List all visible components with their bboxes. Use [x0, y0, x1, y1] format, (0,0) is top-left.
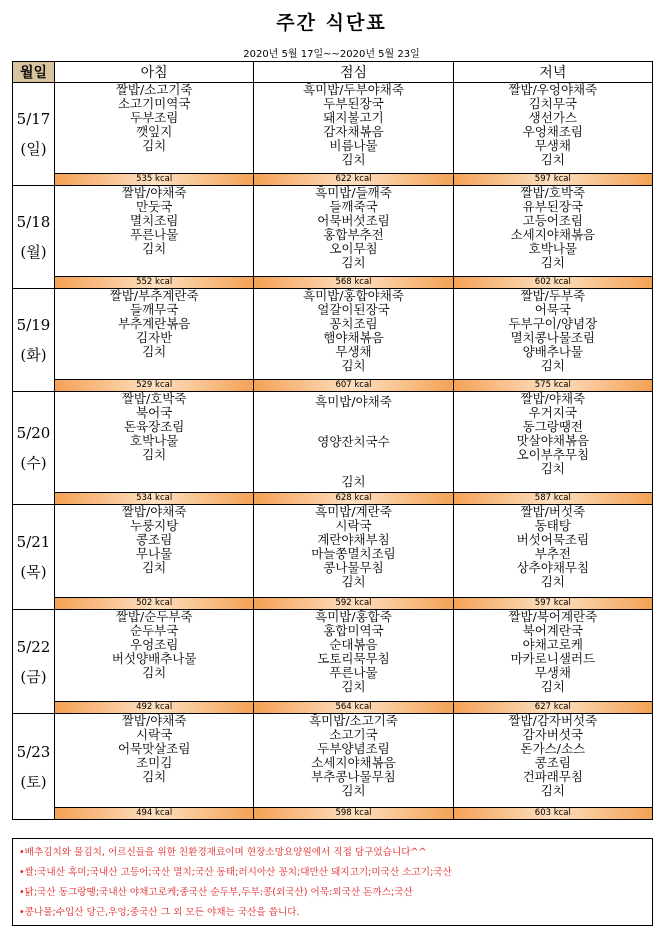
menu-item: 짤밥/야채죽 — [121, 504, 187, 519]
menu-item: 돈육장조림 — [123, 419, 185, 434]
menu-item: 김치무국 — [528, 96, 577, 111]
menu-item: 부추전 — [534, 546, 571, 561]
menu-item: 짤밥/호박죽 — [520, 185, 586, 200]
kcal-cell: 622 kcal — [254, 174, 453, 186]
menu-item: 짤밥/야채죽 — [121, 185, 187, 200]
breakfast-cell — [55, 714, 254, 808]
menu-item: 김치 — [540, 152, 565, 167]
date-cell — [13, 505, 55, 610]
menu-item: 두부된장국 — [323, 96, 384, 111]
header-breakfast: 아침 — [55, 62, 254, 83]
menu-item: 돈가스/소스 — [520, 741, 586, 756]
day-row — [13, 505, 653, 598]
menu-item: 흑미밥/계란죽 — [315, 504, 392, 519]
menu-item: 동그랑땡전 — [522, 419, 584, 434]
menu-item: 김치 — [540, 358, 565, 373]
breakfast-cell — [55, 83, 254, 174]
menu-item: 꽁치조림 — [329, 316, 378, 331]
menu-item: 김치 — [341, 255, 366, 270]
menu-item: 부추콩나물무침 — [311, 769, 396, 784]
menu-item: 소고기미역국 — [117, 96, 191, 111]
weekday-label: (화) — [20, 346, 47, 364]
menu-item: 버섯양배추나물 — [111, 651, 197, 666]
kcal-cell: 628 kcal — [254, 493, 453, 505]
menu-item: 짤밥/호박죽 — [121, 391, 187, 406]
menu-item: 김치 — [142, 344, 167, 359]
day-row — [13, 610, 653, 702]
menu-item: 영양잔치국수 — [317, 434, 390, 449]
kcal-cell: 597 kcal — [453, 174, 652, 186]
menu-item: 짤밥/소고기죽 — [115, 82, 193, 97]
kcal-cell: 575 kcal — [453, 380, 652, 392]
menu-item: 흑미밥/두부야채죽 — [303, 82, 404, 97]
date-cell — [13, 186, 55, 289]
date-label: 5/18 — [16, 213, 51, 231]
menu-item: 오이부추무침 — [516, 447, 590, 462]
menu-item: 호박나물 — [528, 241, 577, 256]
date-label: 5/20 — [16, 424, 51, 442]
menu-item: 동태탕 — [534, 518, 571, 533]
menu-item: 비름나물 — [329, 138, 378, 153]
menu-item: 흑미밥/홍합야채죽 — [303, 288, 404, 303]
menu-item: 두부조림 — [130, 110, 179, 125]
menu-item — [254, 412, 452, 432]
menu-item: 김치 — [540, 461, 565, 476]
menu-item: 홍합미역국 — [323, 623, 384, 638]
menu-item: 김치 — [341, 783, 366, 798]
menu-item: 깻잎지 — [136, 124, 173, 139]
menu-item: 흑미밥/들깨죽 — [315, 185, 392, 200]
menu-item: 김치 — [540, 783, 565, 798]
menu-item: 버섯어묵조림 — [516, 532, 590, 547]
menu-item: 김치 — [341, 574, 366, 589]
menu-item: 계란야채부침 — [317, 532, 390, 547]
kcal-cell: 607 kcal — [254, 380, 453, 392]
menu-item: 오이무침 — [329, 241, 378, 256]
menu-item: 생선가스 — [528, 110, 577, 125]
menu-item: 김치 — [341, 679, 366, 694]
weekday-label: (목) — [20, 563, 47, 581]
menu-item: 도토리묵무침 — [317, 651, 390, 666]
menu-item: 무생채 — [534, 665, 571, 680]
menu-item: 김치 — [540, 679, 565, 694]
menu-item: 멸치콩나물조림 — [510, 330, 596, 345]
menu-item: 상추야채무침 — [516, 560, 590, 575]
menu-item: 햄야채볶음 — [323, 330, 384, 345]
menu-item: 어묵맛살조림 — [117, 741, 191, 756]
menu-item: 짤밥/부추계란죽 — [109, 288, 199, 303]
lunch-cell — [254, 505, 453, 598]
menu-item: 두부구이/양념장 — [508, 316, 598, 331]
menu-item: 돼지불고기 — [323, 110, 384, 125]
date-label: 5/17 — [16, 110, 51, 128]
kcal-row — [13, 702, 653, 714]
dinner-cell — [453, 714, 652, 808]
menu-item: 만둣국 — [136, 199, 173, 214]
menu-item: 야채고로케 — [522, 637, 584, 652]
date-cell — [13, 714, 55, 820]
kcal-row — [13, 808, 653, 820]
menu-item: 얼갈이된장국 — [317, 302, 390, 317]
menu-item: 홍합부추전 — [323, 227, 384, 242]
menu-item: 두부양념조림 — [317, 741, 390, 756]
kcal-row — [13, 493, 653, 505]
menu-item: 김치 — [142, 769, 167, 784]
date-label: 5/19 — [16, 316, 51, 334]
menu-item: 마카로니샐러드 — [510, 651, 596, 666]
menu-item: 짤밥/야채죽 — [121, 713, 187, 728]
kcal-cell: 597 kcal — [453, 598, 652, 610]
kcal-cell: 535 kcal — [55, 174, 254, 186]
note-line: •배추김치와 물김치, 어르신들을 위한 친환경재료이며 현장소망요양원에서 직접 담구었습니다^^ — [19, 847, 427, 858]
kcal-cell: 552 kcal — [55, 277, 254, 289]
day-row — [13, 186, 653, 277]
menu-table — [12, 61, 653, 820]
kcal-cell: 502 kcal — [55, 598, 254, 610]
menu-item: 짤밥/두부죽 — [520, 288, 586, 303]
lunch-cell — [254, 714, 453, 808]
menu-item: 푸른나물 — [130, 227, 179, 242]
kcal-row — [13, 174, 653, 186]
menu-item: 부추계란볶음 — [117, 316, 191, 331]
kcal-row — [13, 277, 653, 289]
menu-item: 짤밥/북어계란죽 — [508, 609, 598, 624]
date-label: 5/22 — [16, 637, 51, 656]
dinner-cell — [453, 392, 652, 493]
lunch-cell — [254, 392, 453, 493]
date-cell — [13, 392, 55, 505]
menu-item: 짤밥/우엉야채죽 — [508, 82, 598, 97]
kcal-cell: 627 kcal — [453, 702, 652, 714]
lunch-cell — [254, 610, 453, 702]
kcal-cell: 602 kcal — [453, 277, 652, 289]
notes-box — [12, 838, 653, 926]
menu-item: 소고기국 — [329, 727, 378, 742]
dinner-cell — [453, 505, 652, 598]
date-label: 5/21 — [16, 533, 51, 551]
day-row — [13, 392, 653, 493]
menu-item: 김자반 — [136, 330, 173, 345]
menu-item: 멸치조림 — [130, 213, 179, 228]
menu-item: 소세지야채볶음 — [311, 755, 396, 770]
lunch-cell — [254, 83, 453, 174]
dinner-cell — [453, 610, 652, 702]
menu-item: 북어계란국 — [522, 623, 584, 638]
menu-item: 무나물 — [136, 546, 173, 561]
menu-item: 시락국 — [136, 727, 173, 742]
kcal-cell: 598 kcal — [254, 808, 453, 820]
kcal-cell: 587 kcal — [453, 493, 652, 505]
note-line: •닭;국산 동그랑땡;국내산 야채고로케;중국산 순두부,두부:콩(외국산) 어묵:외국산 돈까스;국산 — [19, 887, 413, 898]
menu-item: 소세지야채볶음 — [510, 227, 596, 242]
menu-item: 짤밥/순두부죽 — [115, 609, 193, 624]
menu-item: 우거지국 — [528, 405, 577, 420]
weekday-label: (토) — [20, 772, 47, 791]
menu-item: 김치 — [142, 665, 167, 680]
menu-item: 김치 — [341, 152, 366, 167]
note-line: •쌀:국내산 흑미;국내산 고등어;국산 멸치;국산 동태;러시아산 꽁치;대만산 돼지고기;미국산 소고기;국산 — [19, 867, 452, 878]
lunch-cell — [254, 186, 453, 277]
menu-item: 순대볶음 — [329, 637, 378, 652]
menu-item: 김치 — [540, 574, 565, 589]
header-dinner: 저녁 — [453, 62, 652, 83]
menu-item: 북어국 — [136, 405, 173, 420]
menu-item: 어묵버섯조림 — [317, 213, 390, 228]
menu-item: 건파래무침 — [522, 769, 584, 784]
header-lunch: 점심 — [254, 62, 453, 83]
weekday-label: (월) — [20, 243, 47, 261]
dinner-cell — [453, 186, 652, 277]
kcal-cell: 568 kcal — [254, 277, 453, 289]
menu-item: 맛살야채볶음 — [516, 433, 590, 448]
menu-item: 흑미밥/소고기죽 — [309, 713, 398, 728]
kcal-cell: 492 kcal — [55, 702, 254, 714]
menu-item: 마늘쫑멸치조림 — [311, 546, 396, 561]
menu-item: 들깨죽국 — [329, 199, 378, 214]
menu-item: 김치 — [341, 358, 366, 373]
menu-item: 감자채볶음 — [323, 124, 384, 139]
kcal-cell: 529 kcal — [55, 380, 254, 392]
weekday-label: (수) — [20, 454, 47, 472]
menu-item: 김치 — [142, 241, 167, 256]
day-row — [13, 289, 653, 380]
kcal-cell: 564 kcal — [254, 702, 453, 714]
date-cell — [13, 610, 55, 714]
menu-item: 유부된장국 — [522, 199, 584, 214]
menu-item — [254, 452, 452, 472]
menu-item: 흑미밥/홍합죽 — [315, 609, 392, 624]
header-row — [13, 62, 653, 83]
kcal-row — [13, 598, 653, 610]
menu-item: 어묵국 — [534, 302, 571, 317]
page-title: 주간 식단표 — [276, 12, 387, 34]
breakfast-cell — [55, 505, 254, 598]
menu-item: 김치 — [142, 138, 167, 153]
menu-item: 시락국 — [335, 518, 372, 533]
breakfast-cell — [55, 186, 254, 277]
menu-item: 무생채 — [335, 344, 372, 359]
weekday-label: (일) — [20, 140, 47, 158]
menu-item: 짤밥/감자버섯죽 — [508, 713, 598, 728]
kcal-cell: 534 kcal — [55, 493, 254, 505]
date-label: 5/23 — [16, 742, 51, 761]
date-cell — [13, 289, 55, 392]
kcal-row — [13, 380, 653, 392]
date-cell — [13, 83, 55, 186]
weekday-label: (금) — [20, 667, 47, 686]
menu-item: 김치 — [142, 447, 167, 462]
note-line: •콩나물;수입산 당근,우엉;중국산 그 외 모든 야채는 국산을 씁니다. — [19, 907, 300, 918]
menu-item: 콩조림 — [534, 755, 571, 770]
menu-item: 양배추나물 — [522, 344, 584, 359]
menu-item: 감자버섯국 — [522, 727, 584, 742]
menu-item: 짤밥/야채죽 — [520, 391, 586, 406]
kcal-cell: 603 kcal — [453, 808, 652, 820]
menu-item: 흑미밥/야채죽 — [315, 394, 392, 409]
dinner-cell — [453, 289, 652, 380]
kcal-cell: 592 kcal — [254, 598, 453, 610]
day-row — [13, 83, 653, 174]
menu-item: 김치 — [540, 255, 565, 270]
kcal-cell: 494 kcal — [55, 808, 254, 820]
menu-item: 무생채 — [534, 138, 571, 153]
menu-item: 김치 — [142, 560, 167, 575]
menu-item: 콩조림 — [136, 532, 173, 547]
header-date: 월일 — [13, 62, 55, 83]
menu-item: 콩나물무침 — [323, 560, 384, 575]
menu-item: 짤밥/버섯죽 — [520, 504, 586, 519]
breakfast-cell — [55, 289, 254, 380]
menu-item: 순두부국 — [130, 623, 179, 638]
menu-item: 호박나물 — [130, 433, 179, 448]
breakfast-cell — [55, 392, 254, 493]
dinner-cell — [453, 83, 652, 174]
menu-item: 푸른나물 — [329, 665, 378, 680]
menu-item: 누룽지탕 — [130, 518, 179, 533]
menu-item: 우엉조림 — [130, 637, 179, 652]
day-row — [13, 714, 653, 808]
date-range: 2020년 5월 17일~~2020년 5월 23일 — [243, 49, 420, 60]
lunch-cell — [254, 289, 453, 380]
menu-item: 들깨무국 — [130, 302, 179, 317]
menu-item: 고등어조림 — [522, 213, 584, 228]
menu-item: 조미김 — [136, 755, 173, 770]
menu-item: 우엉채조림 — [522, 124, 584, 139]
menu-item: 김치 — [341, 474, 366, 489]
breakfast-cell — [55, 610, 254, 702]
